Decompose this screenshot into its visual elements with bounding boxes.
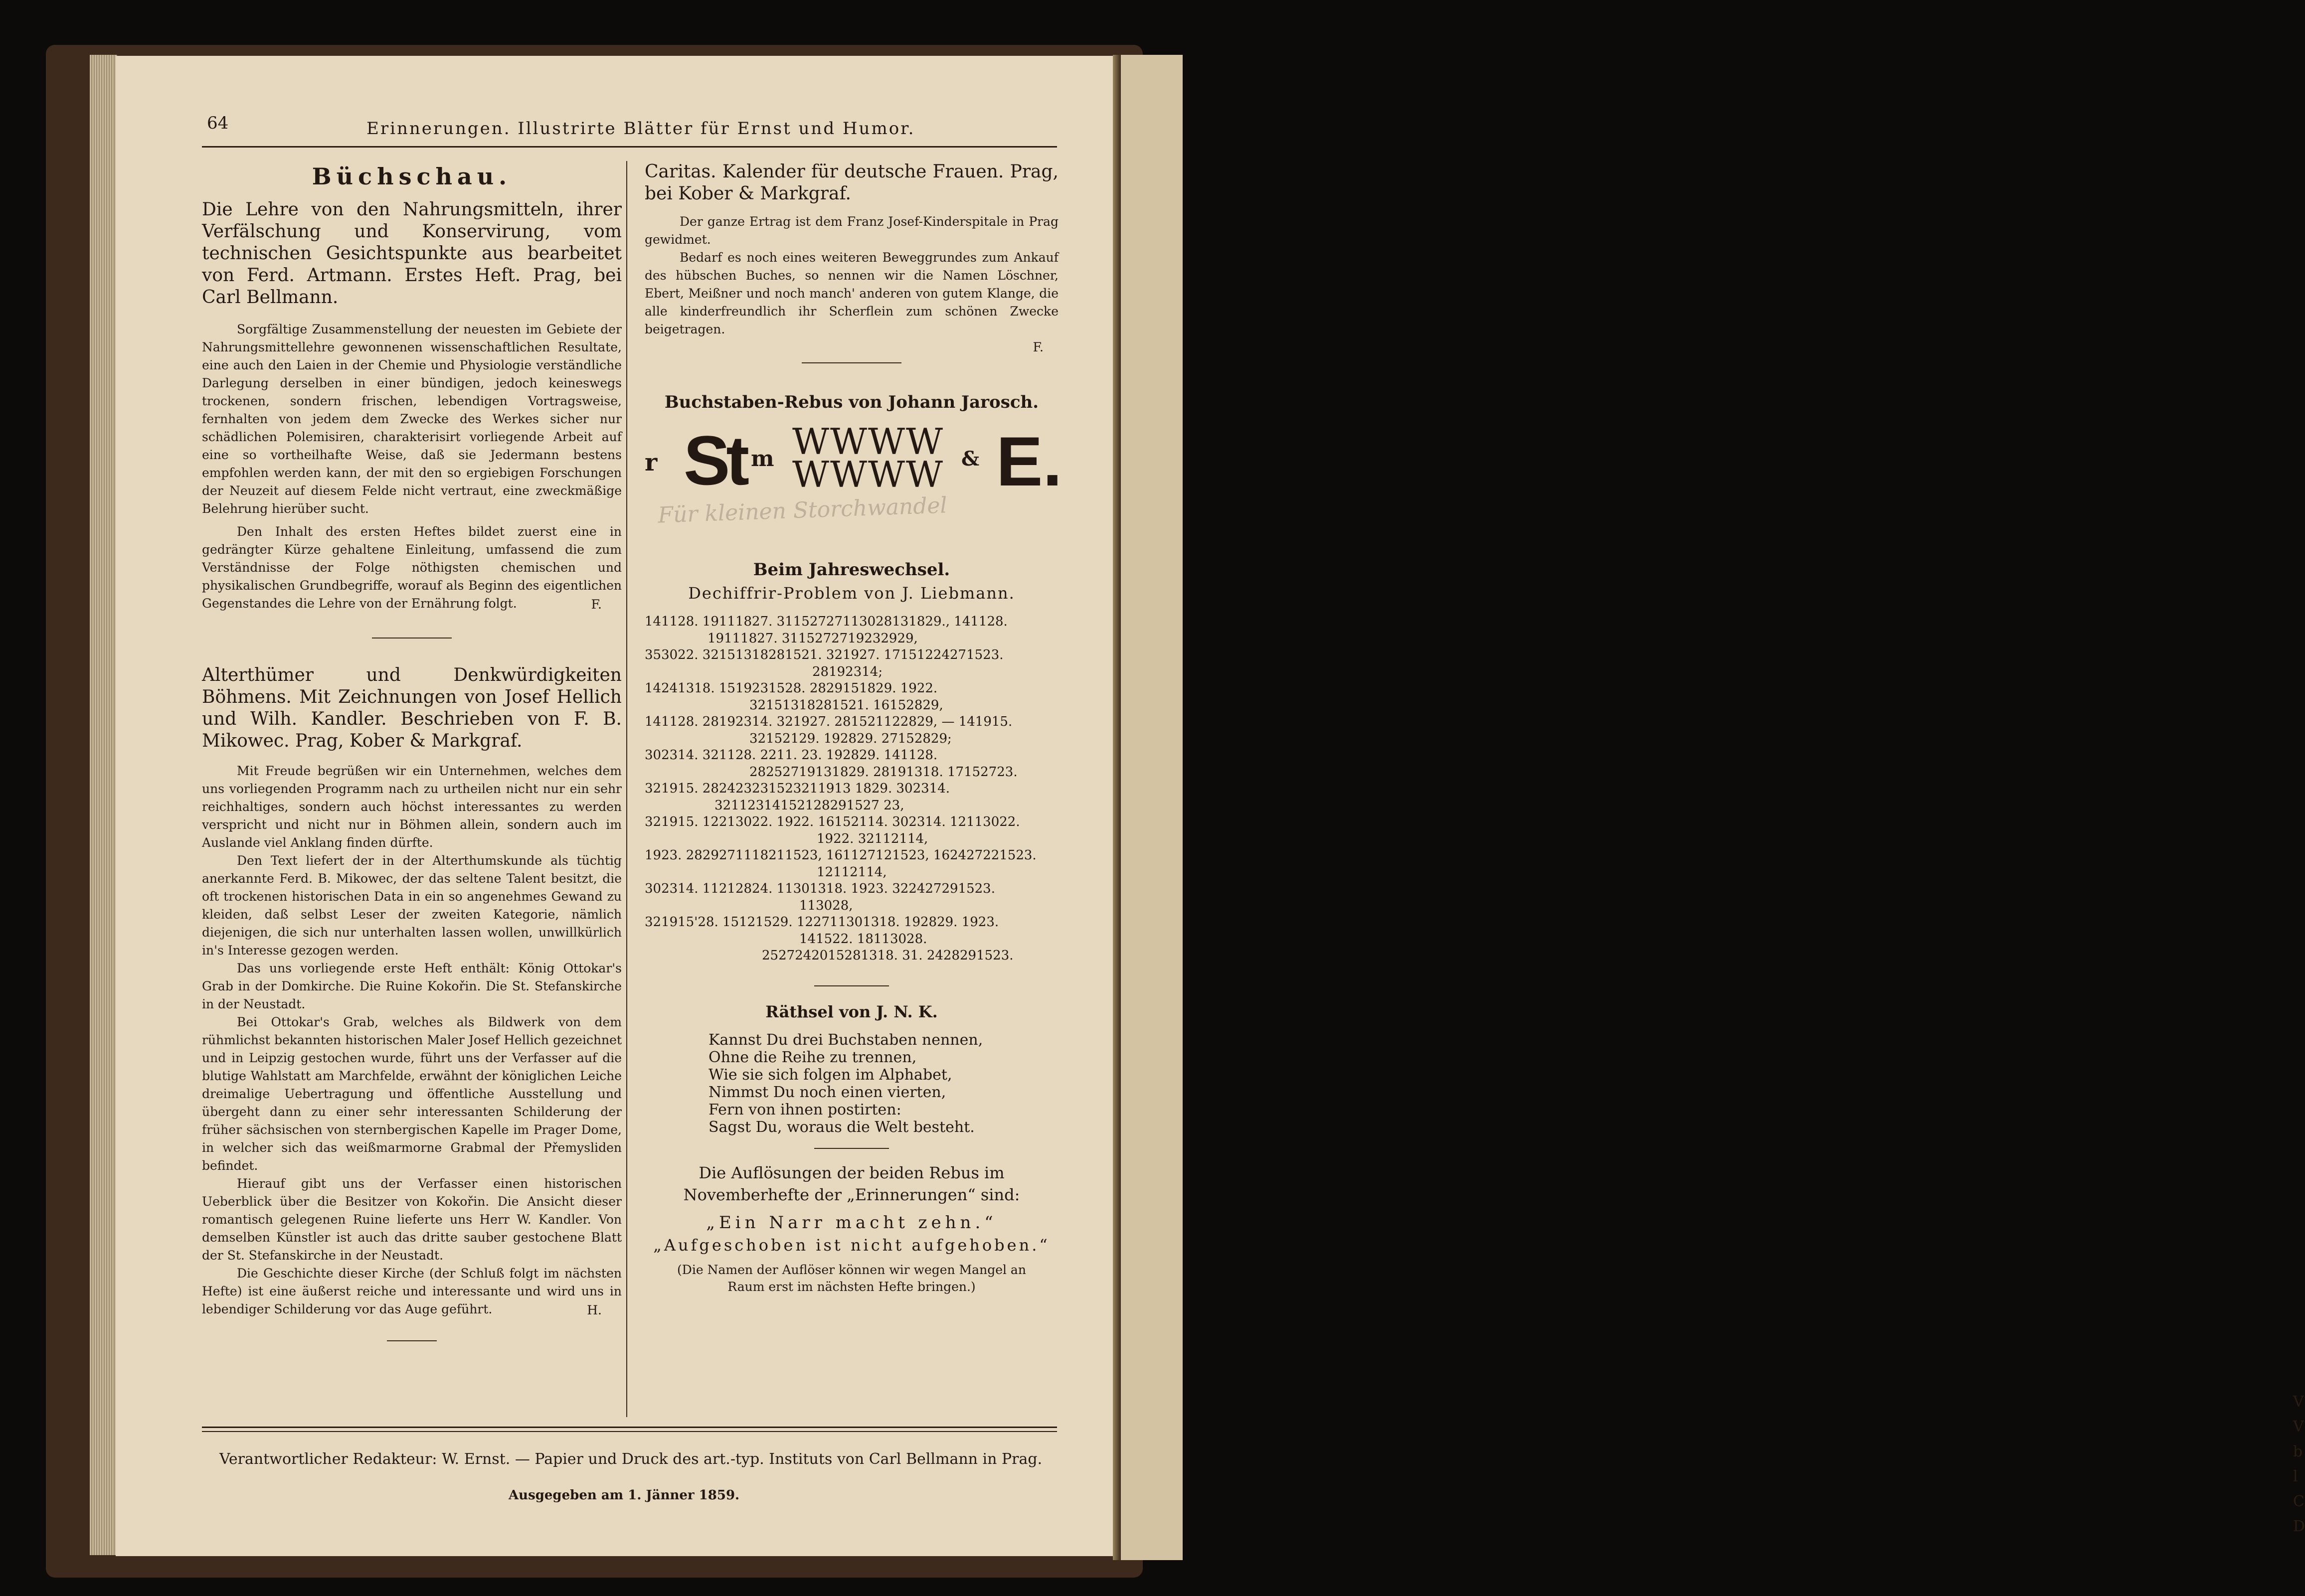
rebus-r: r xyxy=(645,449,658,477)
cipher-line: 28252719131829. 28191318. 17152723. xyxy=(749,764,1018,780)
rebus-e: E. xyxy=(996,422,1063,500)
column-divider xyxy=(626,161,627,1417)
poem-line: Ohne die Reihe zu trennen, xyxy=(709,1048,917,1066)
poem-line: Nimmst Du noch einen vierten, xyxy=(709,1083,946,1101)
paragraph: Sorgfältige Zusammenstellung der neuesten im Gebiete der Nahrungsmittellehre gewonnenen wissenschaftlichen Resultate, eine auch den Laien in der Chemie und Physiologie verständliche Darlegung derselben in einer bündigen, jedoch keineswegs trockenen, sondern frischen, lebendigen Vortragsweise, fernhalten von jedem dem Zwecke des Werkes sicher nur schädlichen Polemisiren, charakterisirt vorliegende Arbeit auf eine so vortheilhafte Weise, daß sie Jedermann bestens empfohlen werden kann, der mit den so ergiebigen Forschungen der Neuzeit auf diesem Felde nicht vertraut, eine zweckmäßige Belehrung hierüber sucht. xyxy=(202,322,622,516)
paragraph: Hierauf gibt uns der Verfasser einen historischen Ueberblick über die Besitzer von Kokořin. Die Ansicht dieser romantisch gelegenen Ruine lieferte uns Herr W. Kandler. Von demselben Künstler ist auch das dritte sauber gestochene Blatt der St. Stefanskirche in der Neustadt. xyxy=(202,1176,622,1263)
paragraph: Die Geschichte dieser Kirche (der Schluß folgt im nächsten Hefte) ist eine äußerst reiche und interessante und wird uns in lebendiger Schilderung vor das Auge geführt. xyxy=(202,1266,622,1316)
edge-letter: D xyxy=(2293,1518,2305,1535)
rebus-ampersand: & xyxy=(961,447,980,471)
caritas-title: Caritas. Kalender für deutsche Frauen. Prag, bei Kober & Markgraf. xyxy=(645,161,1059,204)
cipher-line: 141522. 18113028. xyxy=(799,931,927,947)
paragraph: Der ganze Ertrag ist dem Franz Josef-Kinderspitale in Prag gewidmet. xyxy=(645,214,1059,247)
separator xyxy=(387,1340,437,1341)
edge-letter: V xyxy=(2293,1418,2304,1436)
cipher-line: 12112114, xyxy=(817,864,887,880)
section-title: Büchschau. xyxy=(312,163,512,190)
rebus-st: St xyxy=(684,421,745,499)
edge-letter: b xyxy=(2293,1443,2303,1460)
footer-rule xyxy=(202,1431,1057,1432)
rebus-title: Buchstaben-Rebus von Johann Jarosch. xyxy=(664,392,1039,412)
cipher-title: Beim Jahreswechsel. xyxy=(753,560,950,580)
imprint: Verantwortlicher Redakteur: W. Ernst. — Papier und Druck des art.-typ. Instituts von Carl Bellmann in Prag. xyxy=(219,1450,1043,1468)
separator xyxy=(814,1148,889,1149)
riddle-title: Räthsel von J. N. K. xyxy=(765,1002,938,1021)
cipher-line: 302314. 11212824. 11301318. 1923. 322427291523. xyxy=(645,881,995,896)
rebus-m: m xyxy=(751,446,774,472)
review2-body xyxy=(202,762,622,1319)
solution-2: „Aufgeschoben ist nicht aufgehoben.“ xyxy=(653,1235,1050,1255)
edge-letter: C xyxy=(2293,1493,2305,1510)
poem-line: Fern von ihnen postirten: xyxy=(709,1101,901,1118)
cipher-line: 353022. 32151318281521. 321927. 17151224271523. xyxy=(645,647,1004,662)
cipher-line: 1922. 32112114, xyxy=(817,831,928,846)
riddle-poem xyxy=(709,1031,1059,1136)
rebus-w-bottom: WWWW xyxy=(792,454,944,495)
signature: H. xyxy=(587,1303,602,1317)
cipher-line: 32152129. 192829. 27152829; xyxy=(749,731,952,746)
signature: F. xyxy=(591,597,602,612)
cipher-line: 321915. 12213022. 1922. 16152114. 302314. 12113022. xyxy=(645,814,1020,829)
book-gutter xyxy=(1113,55,1121,1560)
issue-date: Ausgegeben am 1. Jänner 1859. xyxy=(509,1488,740,1503)
paragraph: Das uns vorliegende erste Heft enthält: König Ottokar's Grab in der Domkirche. Die Ruine Kokořin. Die St. Stefanskirche in der Neustadt. xyxy=(202,961,622,1011)
cipher-line: 302314. 321128. 2211. 23. 192829. 141128. xyxy=(645,748,938,763)
cipher-line: 141128. 19111827. 31152727113028131829., 141128. xyxy=(645,614,1008,629)
left-column xyxy=(202,156,622,1341)
cipher-line: 28192314; xyxy=(812,664,883,679)
cipher-line: 2527242015281318. 31. 2428291523. xyxy=(762,948,1014,963)
solution-1: „Ein Narr macht zehn.“ xyxy=(706,1212,997,1233)
paragraph: Den Inhalt des ersten Heftes bildet zuerst eine in gedrängter Kürze gehaltene Einleitung, umfassend die zum Verständnisse der Folge nöthigsten chemischen und physikalischen Grundbegriffe, worauf als Beginn des eigentlichen Gegenstandes die Lehre von der Ernährung folgt. xyxy=(202,524,622,611)
solutions-note: (Die Namen der Auflöser können wir wegen Mangel an Raum erst im nächsten Hefte bringen.) xyxy=(677,1262,1026,1294)
signature: F. xyxy=(1033,340,1044,354)
paragraph: Bei Ottokar's Grab, welches als Bildwerk von dem rühmlichst bekannten historischen Maler Josef Hellich gezeichnet und in Leipzig gestochen wurde, führt uns der Verfasser auf die blutige Wahlstatt am Marchfelde, erwähnt der königlichen Leiche dreimalige Uebertragung und öffentliche Ausstellung und übergeht dann zu einer sehr interessanten Schilderung der früher sächsischen von sternbergischen Kapelle im Prager Dome, in welcher sich das weißmarmorne Grabmal der Přemysliden befindet. xyxy=(202,1015,622,1173)
cipher-lines xyxy=(645,614,1059,964)
separator xyxy=(802,362,901,363)
cipher-line: 321915. 282423231523211913 1829. 302314. xyxy=(645,781,950,796)
cipher-line: 32151318281521. 16152829, xyxy=(749,697,943,713)
cipher-line: 113028, xyxy=(799,898,853,913)
poem-line: Kannst Du drei Buchstaben nennen, xyxy=(709,1031,983,1049)
rebus-w-top: WWWW xyxy=(792,421,944,463)
cipher-line: 321915'28. 15121529. 122711301318. 192829. 1923. xyxy=(645,915,999,930)
next-page-edge xyxy=(1119,55,2305,1560)
handwritten-annotation: Für kleinen Storchwandel xyxy=(657,492,948,528)
cipher-line: 1923. 2829271118211523, 161127121523, 162427221523. xyxy=(645,848,1037,863)
cipher-line: 32112314152128291527 23, xyxy=(714,798,904,813)
cipher-line: 141128. 28192314. 321927. 281521122829, — 141915. xyxy=(645,714,1013,729)
right-column xyxy=(645,161,1063,1295)
cipher-line: 19111827. 3115272719232929, xyxy=(708,631,918,646)
review2-title: Alterthümer und Denkwürdigkeiten Böhmens. Mit Zeichnungen von Josef Hellich und Wilh. Kandler. Beschrieben von F. B. Mikowec. Prag, Kober & Markgraf. xyxy=(202,665,622,751)
separator xyxy=(814,985,889,986)
caritas-body xyxy=(645,213,1059,356)
review1-body xyxy=(202,320,622,614)
edge-letter: l xyxy=(2293,1468,2298,1485)
review1-title: Die Lehre von den Nahrungsmitteln, ihrer Verfälschung und Konservirung, vom technischen Gesichtspunkte aus bearbeitet von Ferd. Artmann. Erstes Heft. Prag, bei Carl Bellmann. xyxy=(202,199,622,308)
poem-line: Sagst Du, woraus die Welt besteht. xyxy=(709,1118,975,1136)
poem-line: Wie sie sich folgen im Alphabet, xyxy=(709,1066,952,1084)
footer-rule xyxy=(202,1427,1057,1428)
page-stack-edge xyxy=(90,55,117,1555)
paragraph: Mit Freude begrüßen wir ein Unternehmen, welches dem uns vorliegenden Programm nach zu urtheilen nicht nur ein sehr reichhaltiges, sondern auch höchst interessantes zu werden verspricht und nicht nur in Böhmen allein, sondern auch im Auslande viel Anklang finden dürfte. xyxy=(202,764,622,850)
running-title: Erinnerungen. Illustrirte Blätter für Ernst und Humor. xyxy=(366,119,915,139)
solutions-intro: Die Auflösungen der beiden Rebus im Novemberhefte der „Erinnerungen“ sind: xyxy=(683,1163,1020,1204)
edge-letter: V xyxy=(2293,1393,2304,1411)
header-rule xyxy=(202,146,1057,148)
cipher-line: 14241318. 1519231528. 2829151829. 1922. xyxy=(645,681,938,696)
page-number: 64 xyxy=(207,113,229,133)
cipher-subtitle: Dechiffrir-Problem von J. Liebmann. xyxy=(688,584,1015,603)
rebus-image xyxy=(645,421,1063,501)
paragraph: Bedarf es noch eines weiteren Beweggrundes zum Ankauf des hübschen Buches, so nennen wir die Namen Löschner, Ebert, Meißner und noch manch' anderen von gutem Klange, die alle kinderfreundlich ihr Scherflein zum schönen Zwecke beigetragen. xyxy=(645,250,1059,336)
paragraph: Den Text liefert der in der Alterthumskunde als tüchtig anerkannte Ferd. B. Mikowec, der das seltene Talent besitzt, die oft trockenen historischen Data in ein so angenehmes Gewand zu kleiden, daß selbst Leser der zweiten Kategorie, nämlich diejenigen, die sich nur unterhalten lassen wollen, unwillkürlich in's Interesse gezogen werden. xyxy=(202,853,622,958)
